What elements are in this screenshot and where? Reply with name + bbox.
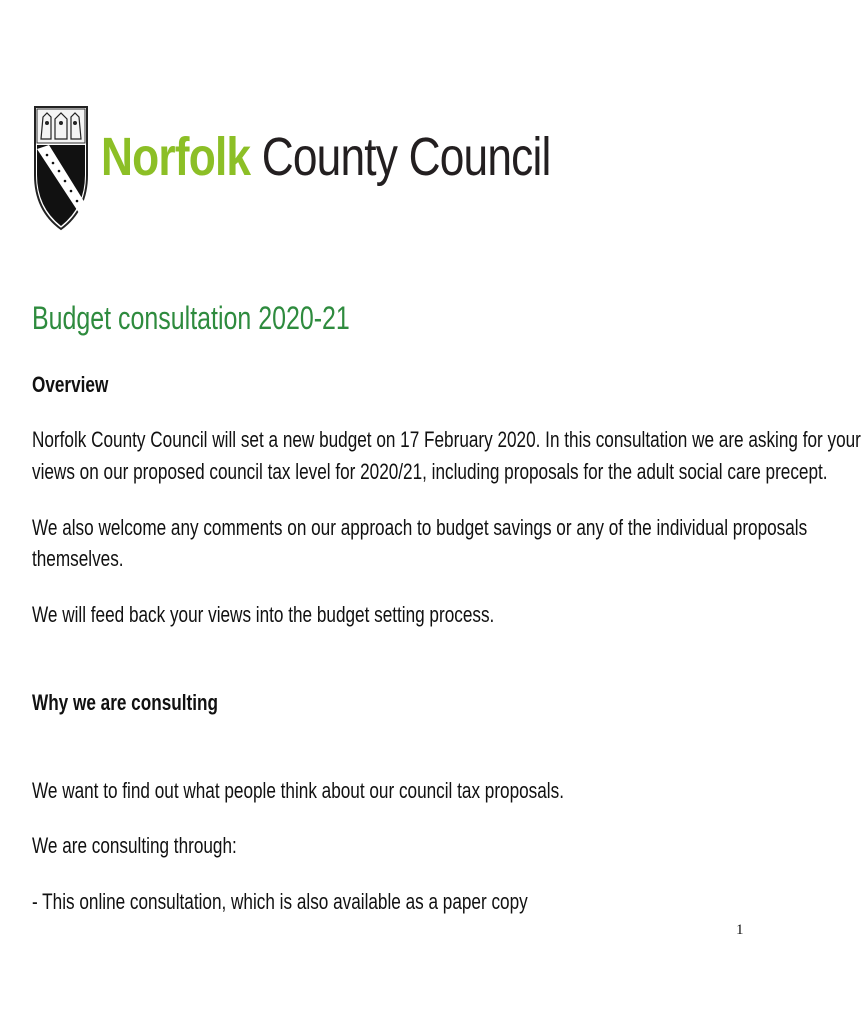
logo-text-norfolk: Norfolk <box>101 127 251 187</box>
page-title: Budget consultation 2020-21 <box>32 300 350 336</box>
paragraph-find-out: We want to find out what people think about our council tax proposals. <box>32 778 564 803</box>
paragraph-comments-line1: We also welcome any comments on our approach to budget savings or any of the individual proposals <box>32 515 808 540</box>
logo-wordmark <box>101 125 551 189</box>
paragraph-budget-line2: views on our proposed council tax level for 2020/21, including proposals for the adult social care precept. <box>32 459 828 484</box>
paragraph-comments-line2: themselves. <box>32 546 124 571</box>
why-consulting-heading: Why we are consulting <box>32 690 218 715</box>
paragraph-budget-line1: Norfolk County Council will set a new budget on 17 February 2020. In this consultation we are asking for your <box>32 427 861 452</box>
page-number: 1 <box>736 922 744 938</box>
crest-icon <box>33 105 89 231</box>
list-item-online-consultation: - This online consultation, which is also available as a paper copy <box>32 889 528 914</box>
paragraph-feedback: We will feed back your views into the budget setting process. <box>32 602 495 627</box>
overview-heading: Overview <box>32 372 109 397</box>
paragraph-consulting-through: We are consulting through: <box>32 833 237 858</box>
norfolk-county-council-logo <box>33 105 551 235</box>
logo-text-county-council: County Council <box>250 127 551 187</box>
